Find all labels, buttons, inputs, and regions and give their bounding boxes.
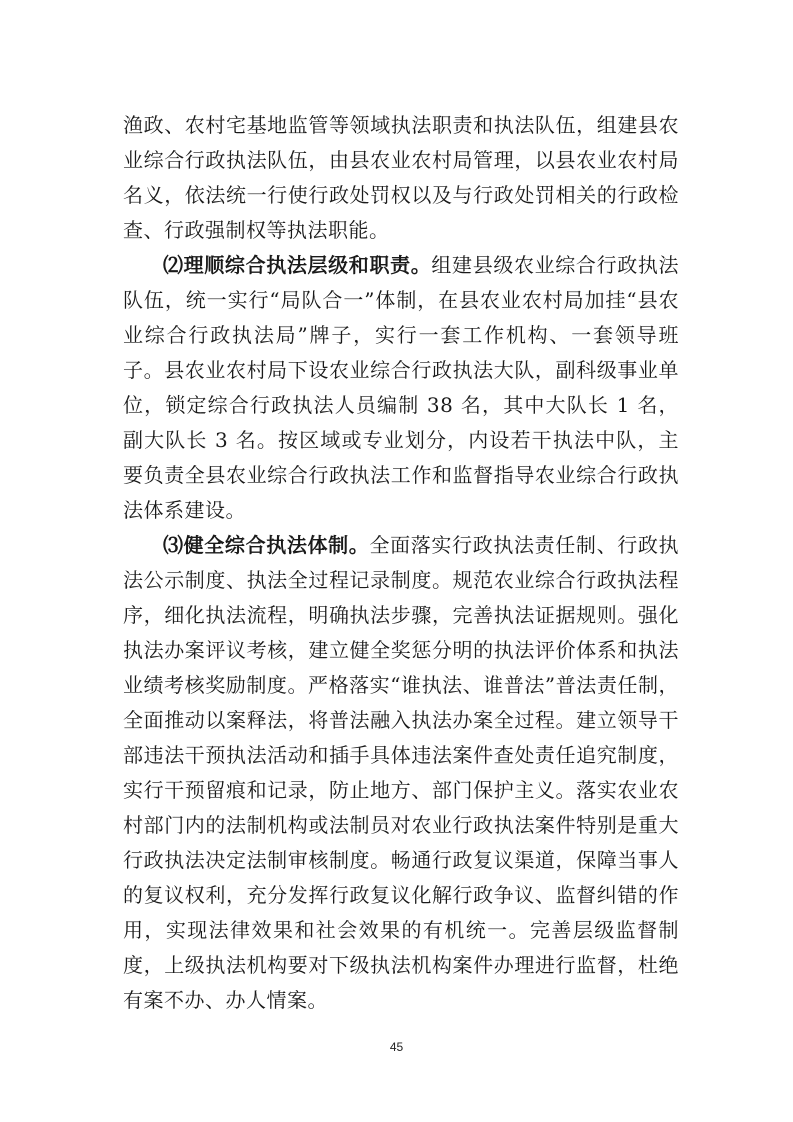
paragraph-heading: ⑵理顺综合执法层级和职责。 — [163, 253, 432, 277]
paragraph-text: 组建县级农业综合行政执法队伍，统一实行“局队合一”体制，在县农业农村局加挂“县农业综合行政执法局”牌子，实行一套工作机构、一套领导班子。县农业农村局下设农业综合行政执法大队，副科级事业单位，锁定综合行政执法人员编制 38 名，其中大队长 1 名，副大队长 3 名。按区域或专业划分，内设若干执法中队，主要负责全县农业综合行政执法工作和监督指导农业综合行政执法体系建设。 — [123, 253, 680, 522]
paragraph-improve-system — [123, 528, 679, 1018]
paragraph-text: 全面落实行政执法责任制、行政执法公示制度、执法全过程记录制度。规范农业综合行政执法程序，细化执法流程，明确执法步骤，完善执法证据规则。强化执法办案评议考核，建立健全奖惩分明的执法评价体系和执法业绩考核奖励制度。严格落实“谁执法、谁普法”普法责任制，全面推动以案释法，将普法融入执法办案全过程。建立领导干部违法干预执法活动和插手具体违法案件查处责任追究制度，实行干预留痕和记录，防止地方、部门保护主义。落实农业农村部门内的法制机构或法制员对农业行政执法案件特别是重大行政执法决定法制审核制度。畅通行政复议渠道，保障当事人的复议权利，充分发挥行政复议化解行政争议、监督纠错的作用，实现法律效果和社会效果的有机统一。完善层级监督制度，上级执法机构要对下级执法机构案件办理进行监督，杜绝有案不办、办人情案。 — [123, 533, 680, 1012]
paragraph-text: 渔政、农村宅基地监管等领域执法职责和执法队伍，组建县农业综合行政执法队伍，由县农业农村局管理，以县农业农村局名义，依法统一行使行政处罚权以及与行政处罚相关的行政检查、行政强制权等执法职能。 — [123, 113, 679, 242]
body-text — [123, 108, 679, 1018]
paragraph-streamline-hierarchy — [123, 248, 679, 528]
paragraph-continued — [123, 108, 679, 248]
page-number: 45 — [389, 1040, 404, 1054]
paragraph-heading: ⑶健全综合执法体制。 — [163, 533, 370, 557]
